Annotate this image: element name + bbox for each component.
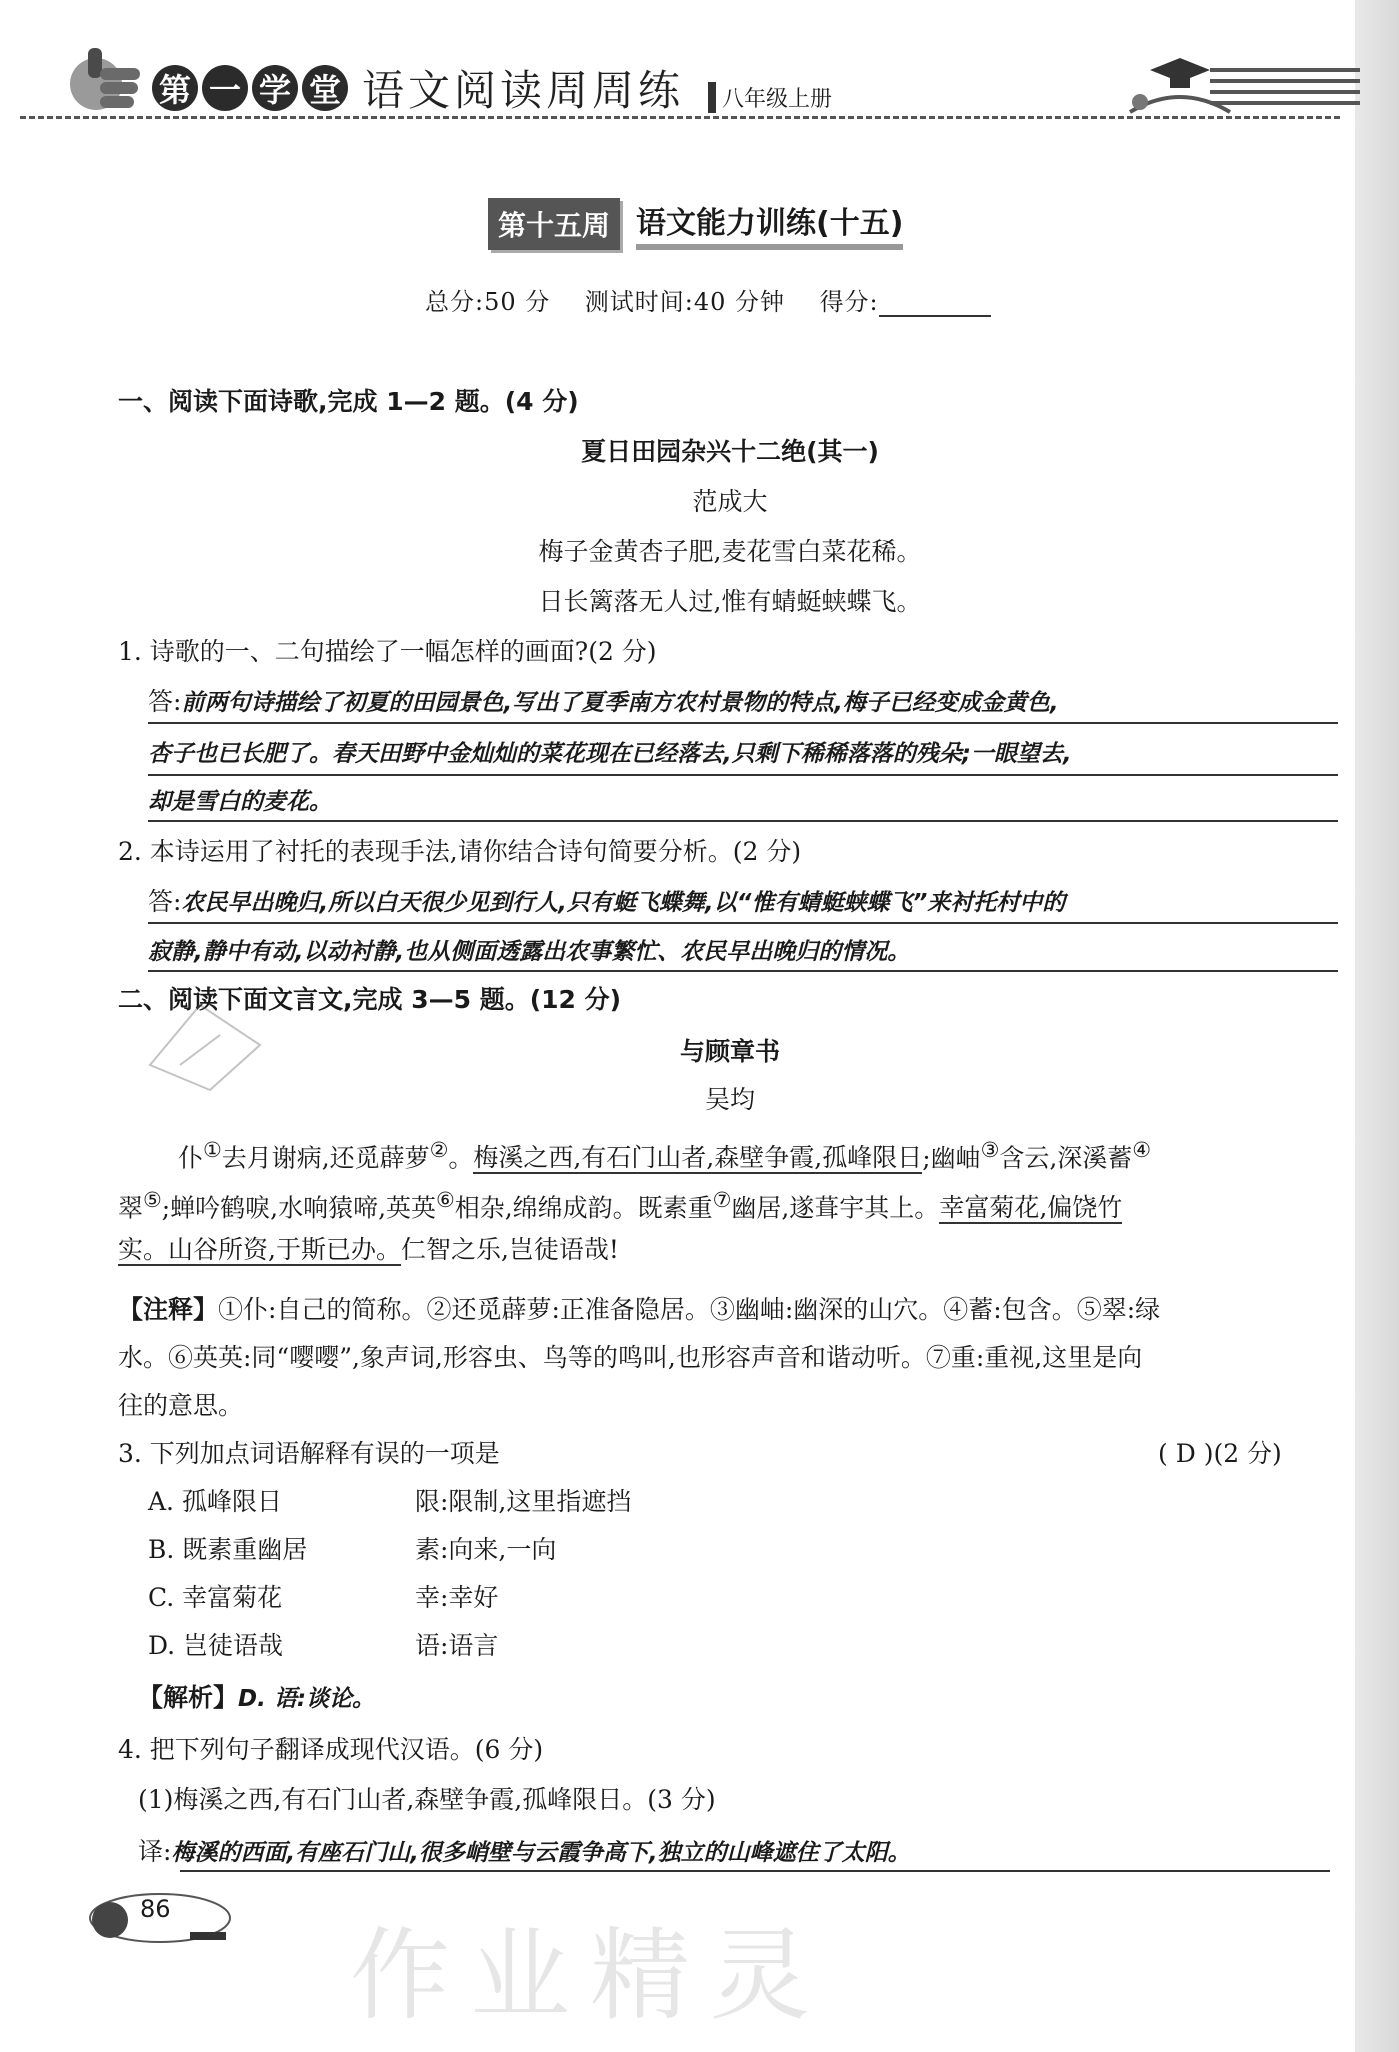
exercise-name: 语文能力训练(十五): [636, 198, 903, 250]
answer-label: 答:: [148, 687, 182, 716]
answer-underline: [148, 922, 1338, 924]
answer-1-line-3: 却是雪白的麦花。: [148, 789, 332, 815]
note-marker: ⑥: [436, 1188, 455, 1212]
test-time: 测试时间:40 分钟: [584, 288, 786, 316]
answer-text: 梅溪的西面,有座石门山,很多峭壁与云霞争高下,独立的山峰遮住了太阳。: [171, 1840, 911, 1866]
option-d-label: D. 岂徒语哉: [148, 1631, 284, 1660]
analysis: [138, 1680, 375, 1717]
text-segment: 。: [448, 1143, 474, 1173]
notes-line-1: [118, 1292, 1160, 1328]
text-segment: 仆: [178, 1143, 204, 1173]
text-segment: 去月谢病,还觅薜萝: [221, 1143, 430, 1173]
page-edge: [1355, 0, 1399, 2052]
option-c-explain: 幸:幸好: [415, 1583, 499, 1612]
option-a-label: A. 孤峰限日: [148, 1487, 282, 1516]
section2-heading: 二、阅读下面文言文,完成 3—5 题。(12 分): [118, 985, 622, 1014]
note-marker: ⑦: [712, 1188, 732, 1212]
classical-text-title: 与顾章书: [679, 1037, 780, 1066]
question-4: 4. 把下列句子翻译成现代汉语。(6 分): [118, 1735, 544, 1764]
answer-label: 译:: [138, 1837, 172, 1866]
watermark: 作业精灵: [350, 1917, 830, 2034]
poem-line-2: 日长篱落无人过,惟有蜻蜓蛱蝶飞。: [538, 587, 922, 616]
brand-title: [152, 58, 684, 118]
classical-text-line-1: [178, 1132, 1151, 1176]
poem-author: 范成大: [692, 487, 768, 516]
analysis-text: D. 语:谈论。: [238, 1686, 376, 1712]
analysis-label: 【解析】: [138, 1683, 239, 1712]
notes-text: ①仆:自己的简称。②还觅薜萝:正准备隐居。③幽岫:幽深的山穴。④蓄:包含。⑤翠:绿: [218, 1295, 1161, 1324]
option-d-explain: 语:语言: [415, 1631, 499, 1660]
header-stripes: [1210, 68, 1360, 112]
notes-line-2: 水。⑥英英:同“嘤嘤”,象声词,形容虫、鸟等的鸣叫,也形容声音和谐动听。⑦重:重视,这里是向: [118, 1343, 1143, 1372]
header-divider: [20, 116, 1340, 119]
classical-text-author: 吴均: [704, 1085, 755, 1114]
thumbs-up-icon: [66, 34, 152, 120]
page-number: 86: [140, 1895, 171, 1923]
note-marker: ⑤: [143, 1188, 162, 1212]
note-marker: ②: [429, 1138, 449, 1162]
option-b-explain: 素:向来,一向: [415, 1535, 557, 1564]
grade-label: 八年级上册: [708, 82, 832, 113]
exam-meta: [425, 282, 991, 317]
poem-line-1: 梅子金黄杏子肥,麦花雪白菜花稀。: [538, 537, 922, 566]
score-blank[interactable]: [879, 293, 991, 317]
answer-underline: [148, 970, 1338, 972]
underlined-sentence: 实。山谷所资,于斯已办。: [118, 1235, 401, 1264]
answer-underline: [148, 774, 1338, 776]
section1-heading: 一、阅读下面诗歌,完成 1—2 题。(4 分): [118, 387, 579, 416]
score-label: 得分:: [819, 288, 879, 316]
text-segment: 幽居,遂葺宇其上。: [731, 1193, 940, 1223]
brand-char: 一: [202, 65, 248, 111]
option-b-label: B. 既素重幽居: [148, 1535, 308, 1564]
question-1: 1. 诗歌的一、二句描绘了一幅怎样的画面?(2 分): [118, 637, 657, 666]
total-score: 总分:50 分: [425, 288, 551, 316]
classical-text-line-3: [118, 1232, 619, 1268]
answer-underline: [148, 820, 1338, 822]
answer-2-line-1: [148, 884, 1065, 921]
text-segment: 仁智之乐,岂徒语哉!: [400, 1235, 619, 1264]
answer-1-line-1: [148, 684, 1059, 721]
notes-line-3: 往的意思。: [118, 1391, 244, 1420]
question-3: 3. 下列加点词语解释有误的一项是: [118, 1439, 500, 1468]
note-marker: ③: [980, 1138, 1000, 1162]
answer-label: 答:: [148, 887, 182, 916]
answer-underline: [180, 1870, 1330, 1872]
poem-title: 夏日田园杂兴十二绝(其一): [581, 437, 879, 466]
week-tag: 第十五周: [488, 198, 620, 250]
text-segment: 相杂,绵绵成韵。既素重: [454, 1193, 713, 1223]
text-segment: ;幽岫: [922, 1143, 981, 1173]
series-title: 语文阅读周周练: [362, 66, 685, 115]
option-c-label: C. 幸富菊花: [148, 1583, 283, 1612]
text-segment: ;蝉吟鹤唳,水响猿啼,英英: [161, 1193, 437, 1223]
page-header: [60, 28, 1360, 128]
brand-char: 第: [152, 65, 198, 111]
note-marker: ①: [203, 1138, 222, 1162]
question-3-answer: ( D )(2 分): [1158, 1439, 1282, 1468]
exercise-title: [488, 198, 903, 250]
classical-text-line-2: [118, 1182, 1122, 1226]
underlined-sentence: 梅溪之西,有石门山者,森壁争霞,孤峰限日: [473, 1143, 923, 1173]
note-marker: ④: [1132, 1138, 1151, 1162]
notes-label: 【注释】: [118, 1295, 219, 1324]
answer-underline: [148, 722, 1338, 724]
answer-text: 前两句诗描绘了初夏的田园景色,写出了夏季南方农村景物的特点,梅子已经变成金黄色,: [181, 690, 1059, 716]
option-a-explain: 限:限制,这里指遮挡: [415, 1487, 632, 1516]
answer-4-1: [138, 1834, 911, 1871]
underlined-sentence: 幸富菊花,偏饶竹: [939, 1193, 1123, 1223]
question-4-sub-1: (1)梅溪之西,有石门山者,森壁争霞,孤峰限日。(3 分): [138, 1785, 716, 1814]
answer-2-line-2: 寂静,静中有动,以动衬静,也从侧面透露出农事繁忙、农民早出晚归的情况。: [148, 939, 911, 965]
text-segment: 翠: [118, 1193, 144, 1223]
question-2: 2. 本诗运用了衬托的表现手法,请你结合诗句简要分析。(2 分): [118, 837, 802, 866]
answer-text: 农民早出晚归,所以白天很少见到行人,只有蜓飞蝶舞,以“惟有蜻蜓蛱蝶飞”来衬托村中的: [181, 890, 1066, 916]
brand-char: 堂: [302, 65, 348, 111]
text-segment: 含云,深溪蓄: [999, 1143, 1133, 1173]
brand-char: 学: [252, 65, 298, 111]
answer-1-line-2: 杏子也已长肥了。春天田野中金灿灿的菜花现在已经落去,只剩下稀稀落落的残朵;一眼望去,: [148, 741, 1072, 767]
